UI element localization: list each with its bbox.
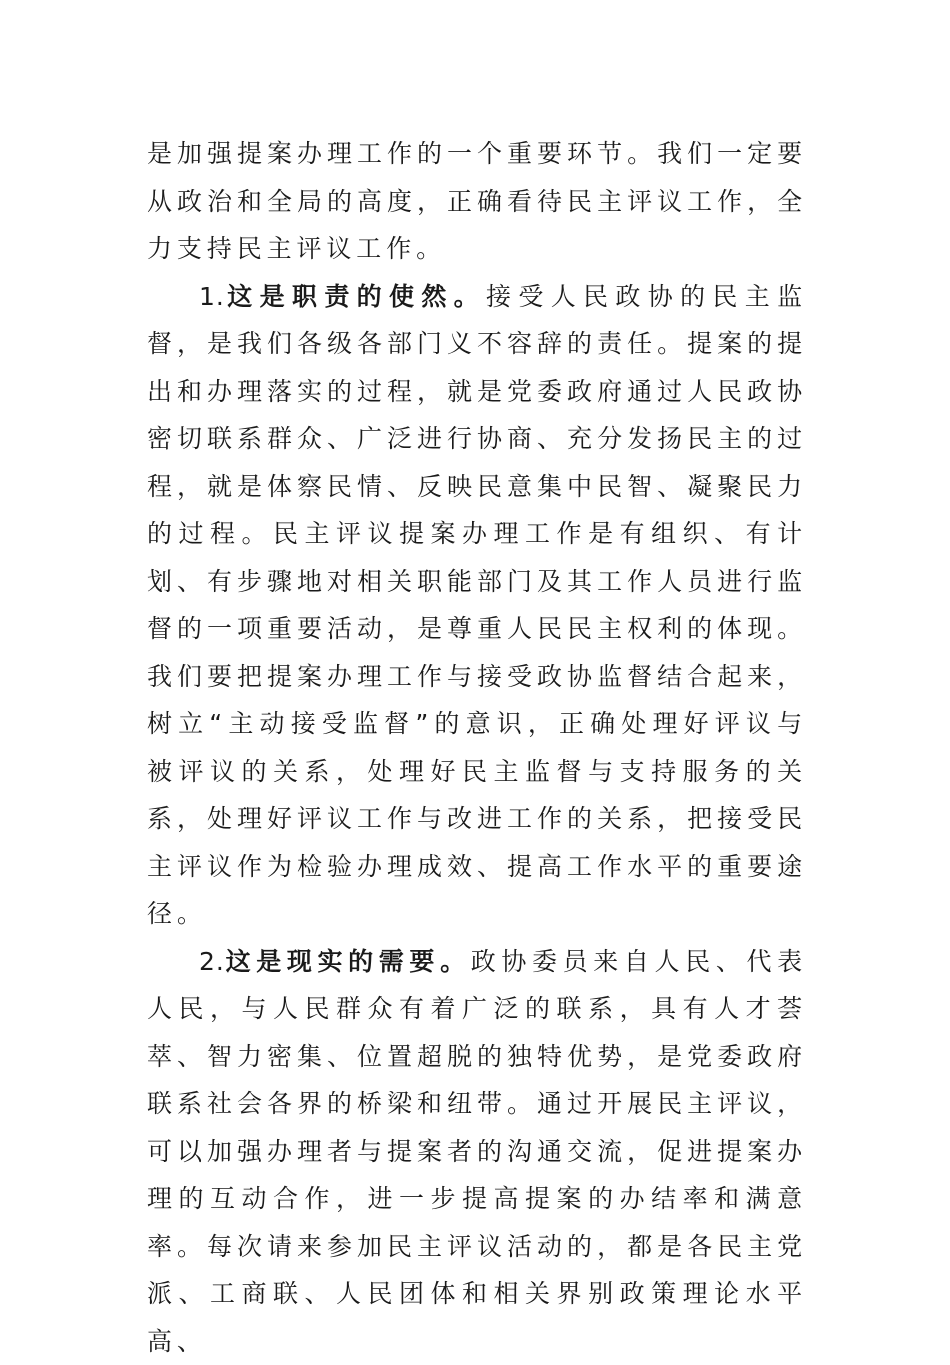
paragraph-lead: 这是现实的需要。 <box>225 947 471 976</box>
paragraph-text: 是加强提案办理工作的一个重要环节。我们一定要从政治和全局的高度，正确看待民主评议工作，全力支持民主评议工作。 <box>147 139 807 263</box>
paragraph-text: 接受人民政协的民主监督，是我们各级各部门义不容辞的责任。提案的提出和办理落实的过程，就是党委政府通过人民政协密切联系群众、广泛进行协商、充分发扬民主的过程，就是体察民情、反映民意集中民智、凝聚民力的过程。民主评议提案办理工作是有组织、有计划、有步骤地对相关职能部门及其工作人员进行监督的一项重要活动，是尊重人民民主权利的体现。我们要把提案办理工作与接受政协监督结合起来，树立“主动接受监督”的意识，正确处理好评议与被评议的关系，处理好民主监督与支持服务的关系，处理好评议工作与改进工作的关系，把接受民主评议作为检验办理成效、提高工作水平的重要途径。 <box>147 282 807 929</box>
paragraph-text: 政协委员来自人民、代表人民，与人民群众有着广泛的联系，具有人才荟萃、智力密集、位置超脱的独特优势，是党委政府联系社会各界的桥梁和纽带。通过开展民主评议，可以加强办理者与提案者的沟通交流，促进提案办理的互动合作，进一步提高提案的办结率和满意率。每次请来参加民主评议活动的，都是各民主党派、工商联、人民团体和相关界别政策理论水平高、 <box>147 947 807 1356</box>
paragraph-lead: 这是职责的使然。 <box>225 282 486 311</box>
paragraph-number: 2. <box>199 947 225 976</box>
paragraph-number: 1. <box>199 282 225 311</box>
document-page <box>147 130 807 1365</box>
paragraph-need <box>147 938 807 1365</box>
paragraph-continuation <box>147 130 807 273</box>
paragraph-duty <box>147 273 807 938</box>
